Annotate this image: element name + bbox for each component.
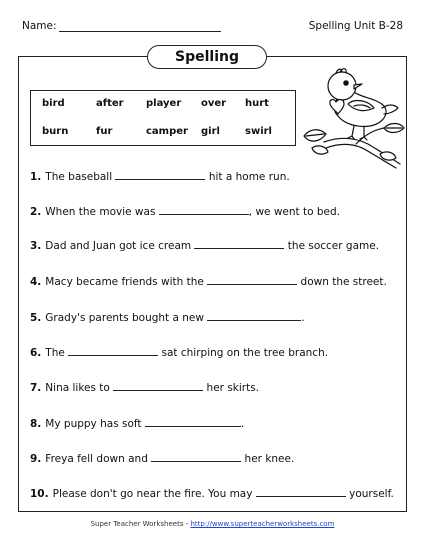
question-text: hit a home run. <box>208 171 290 183</box>
answer-blank[interactable] <box>194 239 284 249</box>
answer-blank[interactable] <box>207 311 301 321</box>
question-text: the soccer game. <box>287 240 380 252</box>
question-text: . <box>240 418 245 430</box>
word-bank-item: hurt <box>245 98 269 109</box>
question-text: Please don't go near the fire. You may <box>52 488 253 500</box>
name-label: Name: <box>22 20 57 32</box>
question-6 <box>30 346 328 359</box>
question-text: yourself. <box>349 488 394 500</box>
question-4 <box>30 275 387 288</box>
question-text: , we went to bed. <box>248 206 341 218</box>
question-3 <box>30 239 379 252</box>
question-text: My puppy has soft <box>45 418 142 430</box>
question-number: 10. <box>30 488 49 500</box>
word-bank-item: over <box>201 98 227 109</box>
question-text: The baseball <box>45 171 113 183</box>
question-text: Macy became friends with the <box>45 276 204 288</box>
answer-blank[interactable] <box>159 205 249 215</box>
question-text: down the street. <box>300 276 387 288</box>
question-text: sat chirping on the tree branch. <box>161 347 329 359</box>
footer-text: Super Teacher Worksheets - <box>90 520 189 528</box>
word-bank <box>30 90 296 146</box>
question-2 <box>30 205 340 218</box>
question-number: 1. <box>30 171 42 183</box>
question-number: 6. <box>30 347 42 359</box>
footer-link[interactable]: http://www.superteacherworksheets.com <box>190 520 335 528</box>
question-7 <box>30 381 259 394</box>
answer-blank[interactable] <box>151 452 241 462</box>
question-number: 8. <box>30 418 42 430</box>
question-number: 7. <box>30 382 42 394</box>
question-10 <box>30 487 394 500</box>
word-bank-item: camper <box>146 126 188 137</box>
question-text: Freya fell down and <box>45 453 148 465</box>
answer-blank[interactable] <box>207 275 297 285</box>
question-text: The <box>45 347 65 359</box>
question-number: 9. <box>30 453 42 465</box>
question-text: her skirts. <box>206 382 260 394</box>
word-bank-item: girl <box>201 126 220 137</box>
answer-blank[interactable] <box>68 346 158 356</box>
answer-blank[interactable] <box>113 381 203 391</box>
question-8 <box>30 417 244 430</box>
question-number: 5. <box>30 312 42 324</box>
question-1 <box>30 170 290 183</box>
question-text: Dad and Juan got ice cream <box>45 240 192 252</box>
word-bank-item: after <box>96 98 124 109</box>
question-number: 4. <box>30 276 42 288</box>
question-9 <box>30 452 294 465</box>
word-bank-item: fur <box>96 126 113 137</box>
question-text: When the movie was <box>45 206 156 218</box>
word-bank-item: burn <box>42 126 69 137</box>
answer-blank[interactable] <box>115 170 205 180</box>
question-number: 2. <box>30 206 42 218</box>
name-blank-line[interactable] <box>59 31 221 32</box>
question-text: . <box>301 312 305 324</box>
word-bank-item: bird <box>42 98 65 109</box>
unit-label: Spelling Unit B-28 <box>308 20 403 32</box>
word-bank-item: player <box>146 98 182 109</box>
bird-on-branch-illustration <box>296 64 406 170</box>
word-bank-item: swirl <box>245 126 272 137</box>
question-text: Nina likes to <box>45 382 110 394</box>
answer-blank[interactable] <box>256 487 346 497</box>
question-text: her knee. <box>244 453 295 465</box>
question-5 <box>30 311 305 324</box>
question-number: 3. <box>30 240 42 252</box>
page-title: Spelling <box>147 45 267 69</box>
footer <box>0 520 425 528</box>
question-text: Grady's parents bought a new <box>45 312 204 324</box>
answer-blank[interactable] <box>145 417 241 427</box>
